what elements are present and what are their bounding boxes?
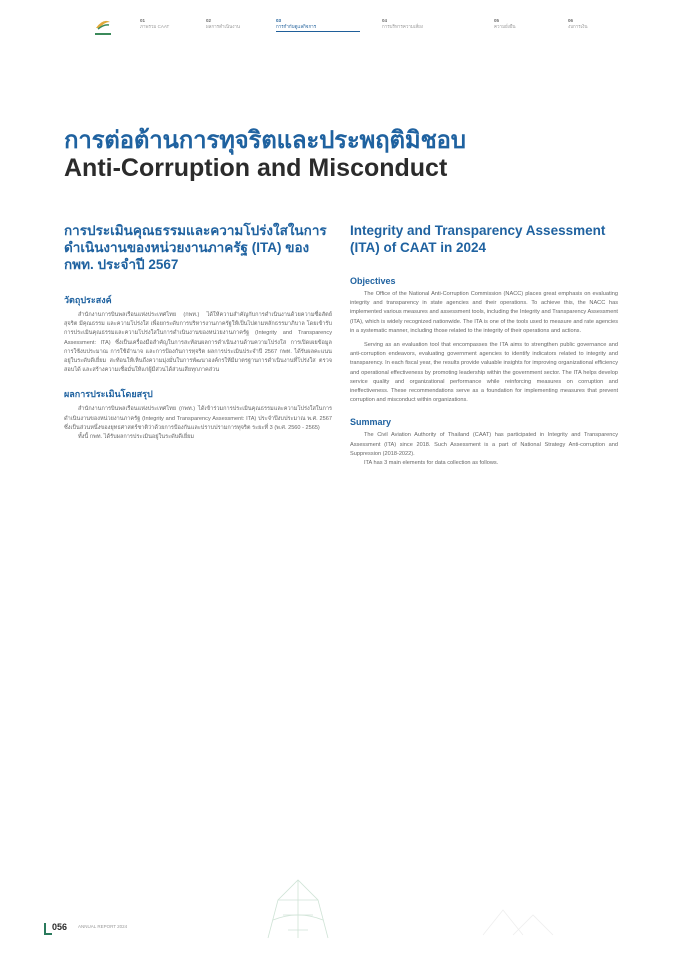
nav-item-number: 05 <box>494 18 500 23</box>
english-objective-heading: Objectives <box>350 276 396 286</box>
nav-item-label: ผลการดำเนินงาน <box>206 24 241 29</box>
page-title-thai: การต่อต้านการทุจริตและประพฤติมิชอบ <box>64 127 466 154</box>
thai-objective-heading: วัตถุประสงค์ <box>64 295 112 305</box>
english-objective-text-2: Serving as an evaluation tool that encompasses the ITA aims to strengthen public governance and anti-corruption endeavors, evaluating government agencies to identify indicators related to integrity and transparency. In each fiscal year, the results provide valuable insights for improving organizational efficiency and operational effectiveness by promoting leadership within the government sector. The ITA helps develop service quality and organizational performance while reinforcing measures on corruption and ineffectiveness. These recommendations serve as a foundation for implementing measures that prevent corruption and misconduct within organizations. <box>350 342 618 404</box>
english-summary-heading: Summary <box>350 417 392 428</box>
thai-summary-text-2: ทั้งนี้ กพท. ได้รับผลการประเมินอยู่ในระดับดีเยี่ยม <box>78 434 195 441</box>
nav-item-number: 06 <box>568 18 574 23</box>
nav-item-number: 03 <box>276 18 282 23</box>
nav-item-05[interactable] <box>494 18 516 30</box>
english-column <box>350 222 618 468</box>
page-title-english: Anti-Corruption and Misconduct <box>64 154 448 182</box>
thai-summary-heading: ผลการประเมินโดยสรุป <box>64 389 153 400</box>
english-objective-text: The Office of the National Anti-Corruption Commission (NACC) places great emphasis on evaluating integrity and transparency in state agencies and their operations. To achieve this, the NACC has implemented various measures and assessment tools, including the Integrity and Transparency Assessment (ITA), which is widely recognized nationwide. The ITA is one of the tools used to measure and rate agencies in a systematic manner, including those related to the integrity of their operations and actions. <box>350 291 618 334</box>
nav-item-01[interactable] <box>140 18 169 30</box>
english-subtitle: Integrity and Transparency Assessment (ITA) of CAAT in 2024 <box>350 223 606 255</box>
nav-item-label: ภาพรวม CAAT <box>140 24 170 29</box>
nav-item-number: 01 <box>140 18 146 23</box>
page-footer <box>44 922 244 936</box>
nav-item-number: 02 <box>206 18 212 23</box>
nav-item-label: งบการเงิน <box>568 24 588 29</box>
decorative-pattern-icon <box>478 900 558 940</box>
nav-item-label: การบริหารความเสี่ยง <box>382 24 424 29</box>
thai-column <box>64 222 332 442</box>
nav-item-label: การกำกับดูแลกิจการ <box>276 24 317 29</box>
nav-item-04[interactable] <box>382 18 423 30</box>
footer-label: ANNUAL REPORT 2024 <box>78 924 128 929</box>
caat-logo-icon <box>90 16 116 38</box>
english-summary-text-2: ITA has 3 main elements for data collection as follows. <box>364 460 499 467</box>
nav-item-number: 04 <box>382 18 388 23</box>
thai-summary-text: สำนักงานการบินพลเรือนแห่งประเทศไทย (กพท.) ได้เข้าร่วมการประเมินคุณธรรมและความโปร่งใสในการดำเนินงานของหน่วยงานภาครัฐ (Integrity and Transparency Assessment: ITA) ประจำปีงบประมาณ พ.ศ. 2567 ซึ่งเป็นส่วนหนึ่งของยุทธศาสตร์ชาติว่าด้วยการป้องกันและปราบปรามการทุจริต ระยะที่ 3 (พ.ศ. 2560 - 2565) <box>64 406 332 431</box>
nav-item-label: ความยั่งยืน <box>494 24 516 29</box>
footer-bracket-icon <box>44 923 52 935</box>
decorative-building-illustration-icon <box>248 870 348 940</box>
english-summary-text: The Civil Aviation Authority of Thailand (CAAT) has participated in Integrity and Transparency Assessment (ITA) since 2018. Such Assessment is a part of National Strategy Anti-corruption and Suppression (2018-2022). <box>350 432 618 457</box>
thai-subtitle: การประเมินคุณธรรมและความโปร่งใสในการดำเนินงานของหน่วยงานภาครัฐ (ITA) ของ กพท. ประจำปี 2567 <box>64 223 327 272</box>
nav-item-02[interactable] <box>206 18 240 30</box>
nav-item-03[interactable] <box>276 18 360 32</box>
nav-item-06[interactable] <box>568 18 588 30</box>
page-number: 056 <box>52 922 68 932</box>
top-navigation <box>90 16 620 46</box>
thai-objective-text: สำนักงานการบินพลเรือนแห่งประเทศไทย (กพท.) ได้ให้ความสำคัญกับการดำเนินงานด้วยความซื่อสัตย์สุจริต มีคุณธรรม และความโปร่งใส เพื่อยกระดับการบริหารงานภาครัฐให้เป็นไปตามหลักธรรมาภิบาล โดยเข้ารับการประเมินคุณธรรมและความโปร่งใสในการดำเนินงานของหน่วยงานภาครัฐ (Integrity and Transparency Assessment: ITA) ซึ่งเป็นเครื่องมือสำคัญในการสะท้อนผลการดำเนินงานด้านความโปร่งใส การเปิดเผยข้อมูล การใช้งบประมาณ การใช้อำนาจ และการป้องกันการทุจริต ผลการประเมินประจำปี 2567 กพท. ได้รับผลคะแนนอยู่ในระดับดีเยี่ยม สะท้อนให้เห็นถึงความมุ่งมั่นในการพัฒนาองค์กรให้มีมาตรฐานการดำเนินงานที่โปร่งใส ตรวจสอบได้ และสร้างความเชื่อมั่นให้แก่ผู้มีส่วนได้ส่วนเสียทุกภาคส่วน <box>64 312 332 374</box>
